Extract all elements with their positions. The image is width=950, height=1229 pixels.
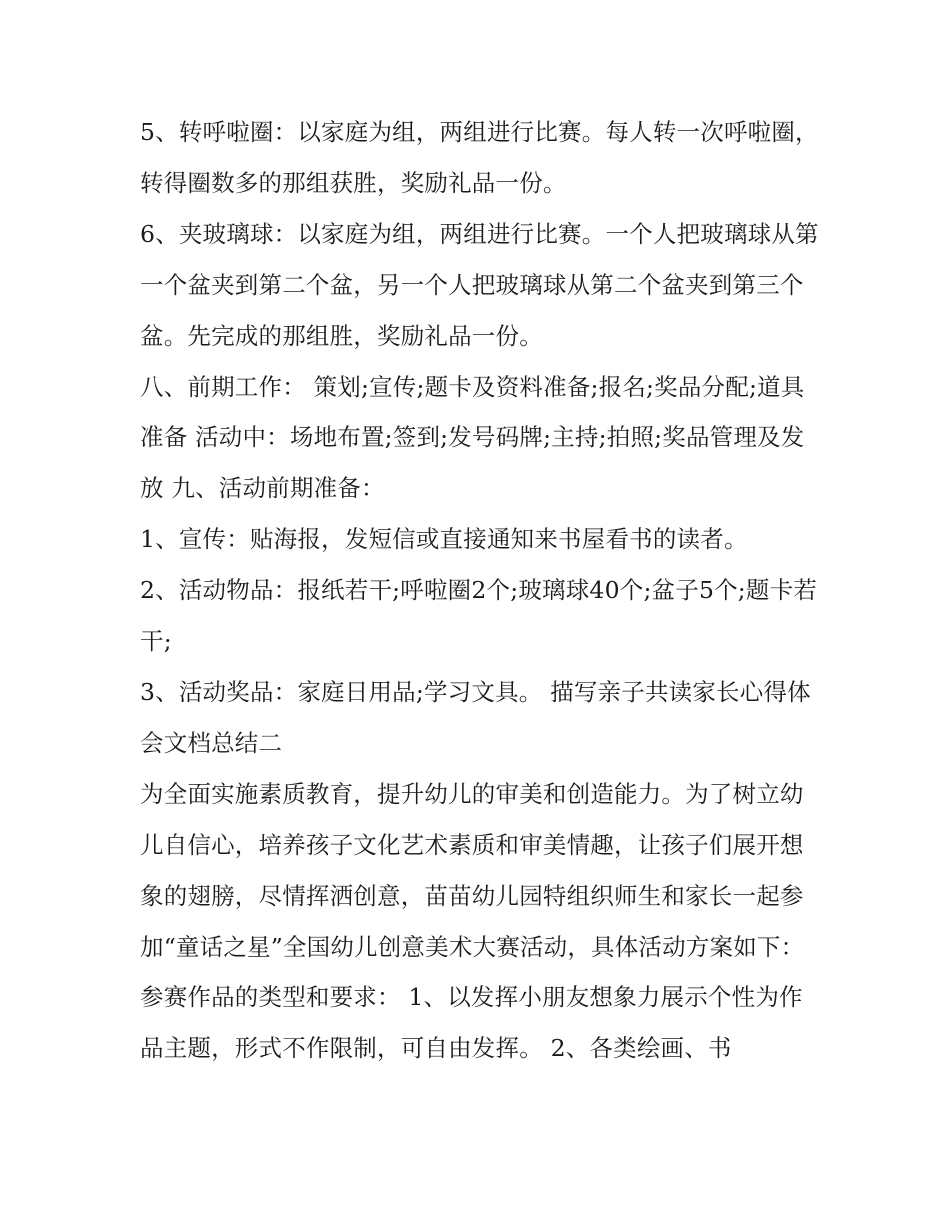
paragraph-publicity: 1、宣传：贴海报，发短信或直接通知来书屋看书的读者。	[140, 525, 748, 554]
paragraph-entry-requirements: 参赛作品的类型和要求： 1、以发挥小朋友想象力展示个性为作品主题，形式不作限制，可自由发挥。 2、各类绘画、书	[140, 983, 803, 1063]
document-body	[140, 107, 820, 1074]
paragraph-prizes: 3、活动奖品：家庭日用品;学习文具。 描写亲子共读家长心得体会文档总结二	[140, 677, 811, 757]
paragraph-glass-ball: 6、夹玻璃球：以家庭为组，两组进行比赛。一个人把玻璃球从第一个盆夹到第二个盆，另一个人把玻璃球从第二个盆夹到第三个盆。先完成的那组胜，奖励礼品一份。	[140, 219, 819, 350]
paragraph-preparation-work: 八、前期工作： 策划;宣传;题卡及资料准备;报名;奖品分配;道具准备 活动中：场地布置;签到;发号码牌;主持;拍照;奖品管理及发放 九、活动前期准备：	[140, 372, 805, 503]
paragraph-materials: 2、活动物品：报纸若干;呼啦圈2个;玻璃球40个;盆子5个;题卡若干;	[140, 576, 818, 656]
paragraph-hula-hoop: 5、转呼啦圈：以家庭为组，两组进行比赛。每人转一次呼啦圈，转得圈数多的那组获胜，奖励礼品一份。	[140, 118, 819, 197]
paragraph-art-contest-intro: 为全面实施素质教育，提升幼儿的审美和创造能力。为了树立幼儿自信心，培养孩子文化艺术素质和审美情趣，让孩子们展开想象的翅膀，尽情挥洒创意，苗苗幼儿园特组织师生和家长一起参加“童话之星”全国幼儿创意美术大赛活动，具体活动方案如下：	[140, 779, 805, 961]
